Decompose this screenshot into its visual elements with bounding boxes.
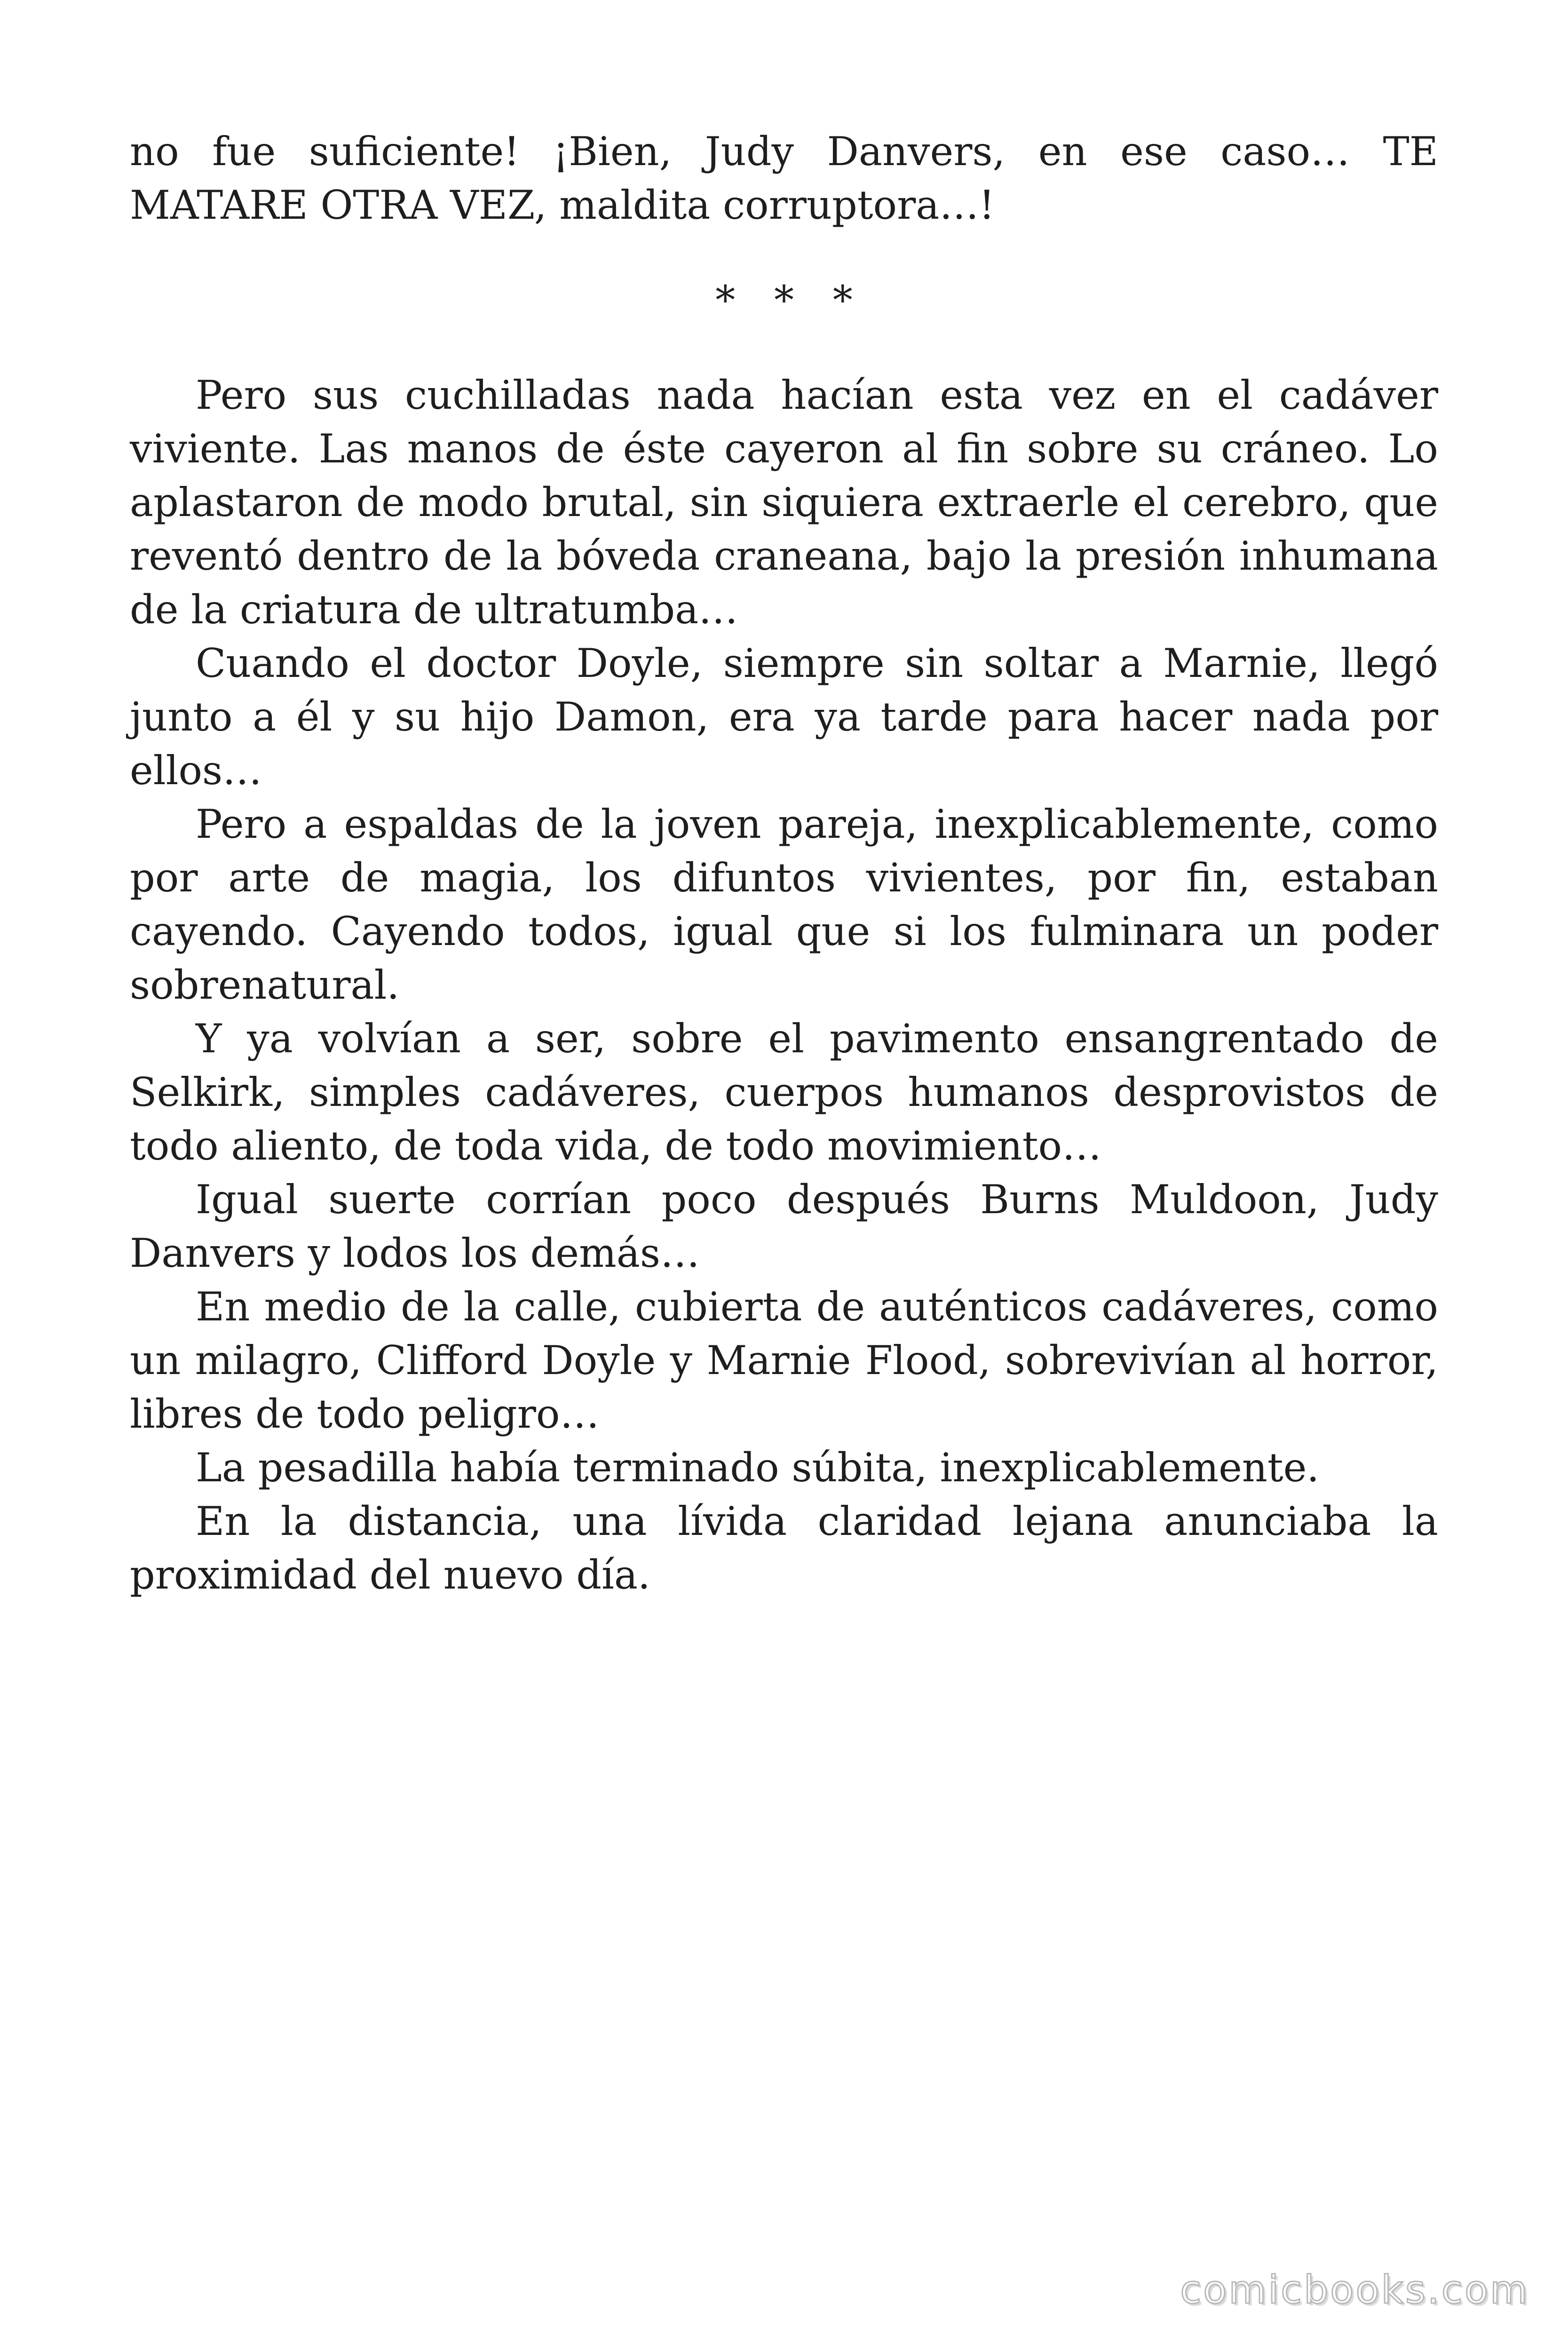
paragraph-1: Pero sus cuchilladas nada hacían esta vez en el cadáver viviente. Las manos de éste cayeron al fin sobre su cráneo. Lo aplastaron de modo brutal, sin siquiera extraerle el cerebro, que reventó dentro de la bóveda craneana, bajo la presión inhumana de la criatura de ultratumba… [130, 372, 1438, 633]
paragraph-5: Igual suerte corrían poco después Burns Muldoon, Judy Danvers y lodos los demás… [130, 1176, 1438, 1276]
paragraph-7: La pesadilla había terminado súbita, inexplicablemente. [196, 1445, 1320, 1491]
paragraph-3: Pero a espaldas de la joven pareja, inexplicablemente, como por arte de magia, los difuntos vivientes, por fin, estaban cayendo. Cayendo todos, igual que si los fulminara un poder sobrenatural. [130, 801, 1438, 1008]
paragraph-2: Cuando el doctor Doyle, siempre sin soltar a Marnie, llegó junto a él y su hijo Damon, era ya tarde para hacer nada por ellos… [130, 640, 1438, 794]
paragraph-8: En la distancia, una lívida claridad lejana anunciaba la proximidad del nuevo día. [130, 1498, 1438, 1598]
watermark: comicbooks.com [1180, 2268, 1529, 2312]
paragraph-4: Y ya volvían a ser, sobre el pavimento ensangrentado de Selkirk, simples cadáveres, cuerpos humanos desprovistos de todo aliento, de toda vida, de todo movimiento… [130, 1016, 1438, 1169]
paragraph-6: En medio de la calle, cubierta de auténticos cadáveres, como un milagro, Clifford Doyle y Marnie Flood, sobrevivían al horror, libres de todo peligro… [130, 1284, 1438, 1437]
section-break: * * * [715, 277, 866, 323]
opening-paragraph: no fue suficiente! ¡Bien, Judy Danvers, en ese caso… TE MATARE OTRA VEZ, maldita corruptora…! [130, 128, 1438, 228]
page-text [130, 125, 1438, 1602]
